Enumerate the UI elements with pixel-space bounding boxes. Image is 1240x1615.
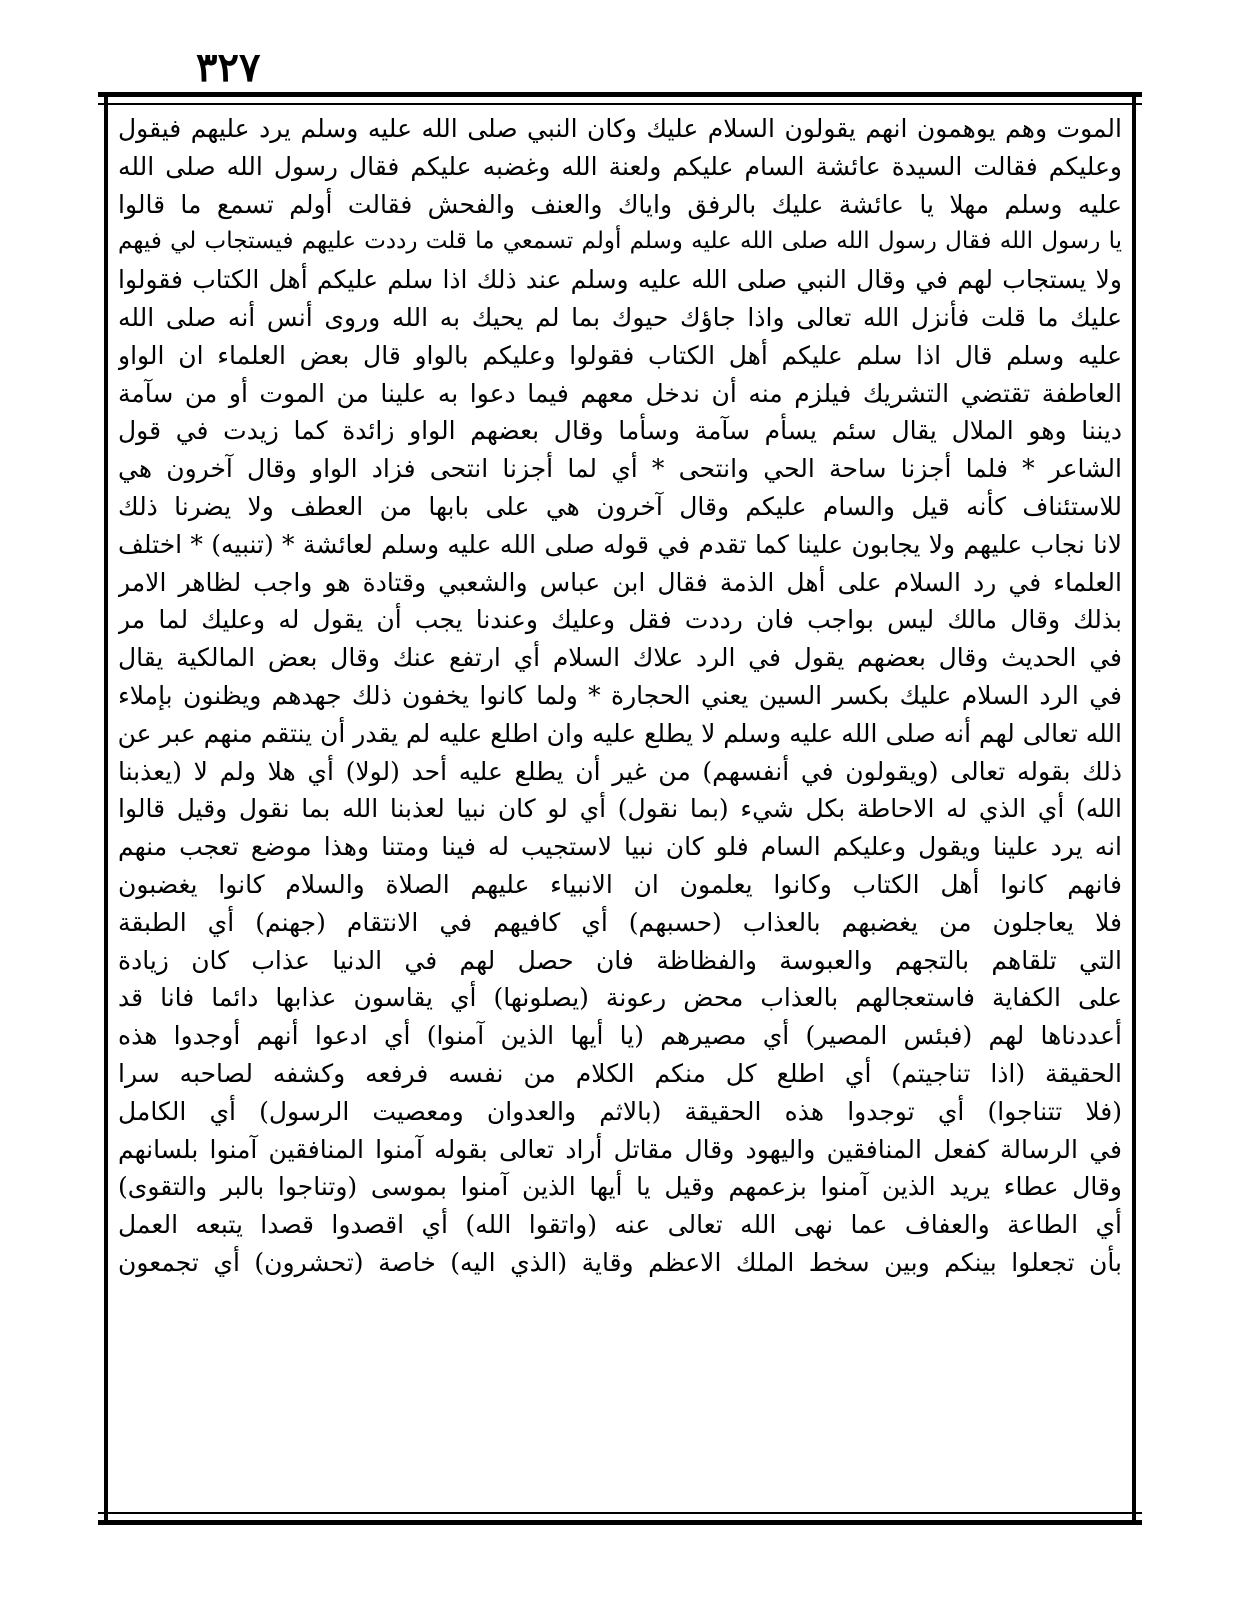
text-line: في الرسالة كفعل المنافقين واليهود وقال مقاتل أراد تعالى بقوله آمنوا المنافقين آمنوا بلسانهم (118, 1134, 1122, 1164)
text-line: عليه وسلم قال اذا سلم عليكم أهل الكتاب فقولوا وعليكم بالواو قال بعض العلماء ان الواو (118, 340, 1122, 370)
text-line: التي تلقاهم بالتجهم والعبوسة والفظاظة فان حصل لهم في الدنيا عذاب كان زيادة (118, 945, 1122, 975)
text-line: الله) أي الذي له الاحاطة بكل شيء (بما نقول) أي لو كان نبيا لعذبنا الله بما نقول وقيل قالوا (118, 794, 1122, 824)
text-line: في الرد السلام عليك بكسر السين يعني الحجارة * ولما كانوا يخفون ذلك جهدهم ويظنون بإملاء (118, 680, 1122, 710)
text-line: للاستئناف كأنه قيل والسام عليكم وقال آخرون هي على بابها من العطف ولا يضرنا ذلك (118, 491, 1122, 521)
frame-bottom-rule (98, 1520, 1142, 1525)
text-line: أعددناها لهم (فبئس المصير) أي مصيرهم (يا أيها الذين آمنوا) أي ادعوا أنهم أوجدوا هذه (118, 1021, 1122, 1051)
text-line: في الحديث وقال بعضهم يقول في الرد علاك السلام أي ارتفع عنك وقال بعض المالكية يقال (118, 643, 1122, 673)
text-line: فانهم كانوا أهل الكتاب وكانوا يعلمون ان الانبياء عليهم الصلاة والسلام كانوا يغضبون (118, 869, 1122, 899)
text-line: العاطفة تقتضي التشريك فيلزم منه أن ندخل معهم فيما دعوا به علينا من الموت أو من سآمة (118, 378, 1122, 408)
frame-top-inner-rule (98, 103, 1142, 105)
text-line: (فلا تتناجوا) أي توجدوا هذه الحقيقة (بالاثم والعدوان ومعصيت الرسول) أي الكامل (118, 1096, 1122, 1126)
text-line: فلا يعاجلون من يغضبهم بالعذاب (حسبهم) أي كافيهم في الانتقام (جهنم) أي الطبقة (118, 907, 1122, 937)
text-line: انه يرد علينا ويقول وعليكم السام فلو كان نبيا لاستجيب له فينا ومتنا وهذا موضع تعجب منهم (118, 832, 1122, 862)
text-line: عليك ما قلت فأنزل الله تعالى واذا جاؤك حيوك بما لم يحيك به الله وروى أنس أنه صلى الله (118, 302, 1122, 332)
page-text-body (118, 110, 1122, 1510)
text-line: الشاعر * فلما أجزنا ساحة الحي وانتحى * أي لما أجزنا انتحى فزاد الواو وقال آخرون هي (118, 454, 1122, 484)
text-line: ذلك بقوله تعالى (ويقولون في أنفسهم) من غير أن يطلع عليه أحد (لولا) أي هلا ولم لا (يعذبنا (118, 756, 1122, 786)
text-line: يا رسول الله فقال رسول الله صلى الله عليه وسلم أولم تسمعي ما قلت رددت عليهم فيستجاب لي فيهم (118, 228, 1122, 255)
text-line: وعليكم فقالت السيدة عائشة السام عليكم ولعنة الله وغضبه عليكم فقال رسول الله صلى الله (118, 151, 1122, 181)
text-line: الله تعالى لهم أنه صلى الله عليه وسلم لا يطلع عليه وان اطلع عليه لم يقدر أن ينتقم منهم عبر عن (118, 718, 1122, 748)
text-line: على الكفاية فاستعجالهم بالعذاب محض رعونة (يصلونها) أي يقاسون عذابها دائما فانا قد (118, 983, 1122, 1013)
text-line: ولا يستجاب لهم في وقال النبي صلى الله عليه وسلم عند ذلك اذا سلم عليكم أهل الكتاب فقولوا (118, 265, 1122, 295)
text-line: بذلك وقال مالك ليس بواجب فان رددت فقل وعليك وعندنا يجب أن يقول له وعليك لما مر (118, 605, 1122, 635)
frame-bottom-inner-rule (98, 1512, 1142, 1514)
text-line: العلماء في رد السلام على أهل الذمة فقال ابن عباس والشعبي وقتادة هو واجب لظاهر الامر (118, 567, 1122, 597)
text-line: وقال عطاء يريد الذين آمنوا بزعمهم وقيل يا أيها الذين آمنوا بموسى (وتناجوا بالبر والتقوى) (118, 1172, 1122, 1202)
frame-top-rule (98, 92, 1142, 97)
frame-left-rule (104, 92, 108, 1525)
text-line: ديننا وهو الملال يقال سئم يسأم سآمة وسأما وقال بعضهم الواو زائدة كما زيدت في قول (118, 416, 1122, 446)
text-line: بأن تجعلوا بينكم وبين سخط الملك الاعظم وقاية (الذي اليه) خاصة (تحشرون) أي تجمعون (118, 1247, 1122, 1277)
text-line: أي الطاعة والعفاف عما نهى الله تعالى عنه (واتقوا الله) أي اقصدوا قصدا يتبعه العمل (118, 1210, 1122, 1240)
text-line: لانا نجاب عليهم ولا يجابون علينا كما تقدم في قوله صلى الله عليه وسلم لعائشة * (تنبيه) * اختلف (118, 529, 1122, 559)
frame-right-rule (1132, 92, 1136, 1525)
page-number: ٣٢٧ (196, 44, 261, 91)
text-line: الموت وهم يوهمون انهم يقولون السلام عليك وكان النبي صلى الله عليه وسلم يرد عليهم فيقول (118, 114, 1122, 143)
text-line: الحقيقة (اذا تناجيتم) أي اطلع كل منكم الكلام من نفسه فرفعه وكشفه لصاحبه سرا (118, 1058, 1122, 1088)
text-line: عليه وسلم مهلا يا عائشة عليك بالرفق واياك والعنف والفحش فقالت أولم تسمع ما قالوا (118, 189, 1122, 219)
